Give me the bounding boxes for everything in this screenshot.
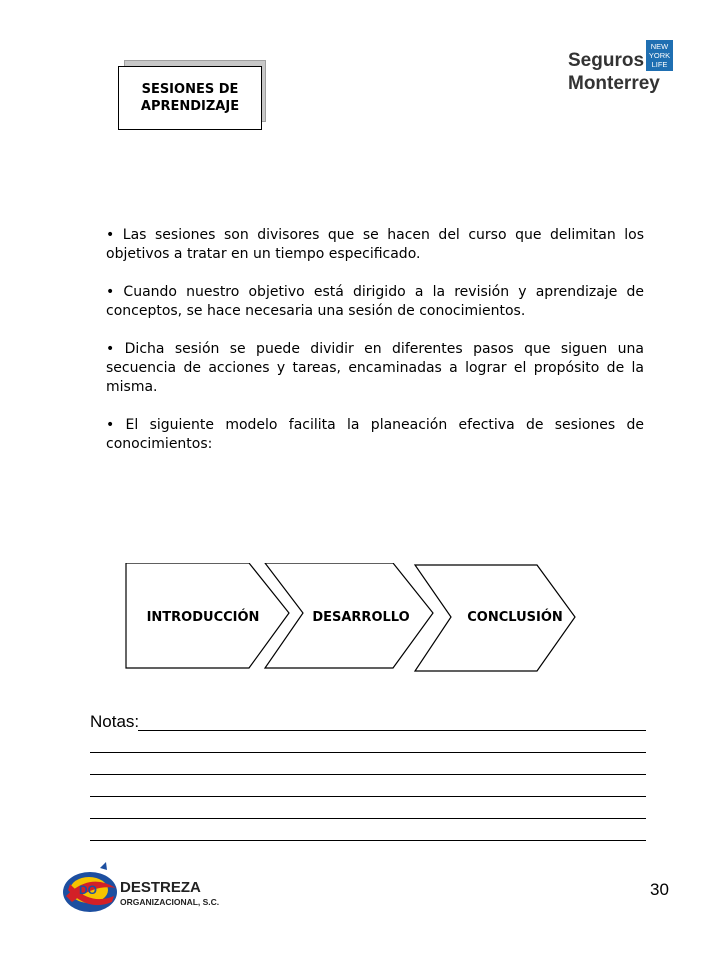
paragraph-3: • Dicha sesión se puede dividir en diferentes pasos que siguen una secuencia de acciones y tareas, encaminadas a lograr el propósito de la misma. [106,341,644,395]
logo-destreza-text: DESTREZA [120,879,201,896]
paragraph-2: • Cuando nuestro objetivo está dirigido a la revisión y aprendizaje de conceptos, se hace necesaria una sesión de conocimientos. [106,284,644,319]
logo-arrow-icon [100,862,107,870]
notes-row [90,778,646,800]
notes-row [90,712,646,734]
logo-organizacional-text: ORGANIZACIONAL, S.C. [120,897,220,907]
paragraph-1: • Las sesiones son divisores que se hacen del curso que delimitan los objetivos a tratar en un tiempo especificado. [106,227,644,262]
section-title-line2: APRENDIZAJE [140,99,240,114]
section-title-line1: SESIONES DE [141,82,239,97]
logo-monterrey-text: Monterrey [568,73,660,94]
session-process-diagram [125,563,595,673]
section-title-box [118,66,270,134]
notes-row [90,734,646,756]
badge-line-2: YORK [648,51,671,60]
notes-row [90,822,646,844]
destreza-organizacional-logo [60,862,220,920]
notes-line [90,840,646,841]
paragraph-4: • El siguiente modelo facilita la planeación efectiva de sesiones de conocimientos: [106,417,644,452]
notes-line [138,730,646,731]
step-introduccion-label: INTRODUCCIÓN [146,610,260,625]
step-conclusion-label: CONCLUSIÓN [467,610,563,625]
page-number: 30 [650,880,669,899]
seguros-monterrey-logo [568,40,674,96]
badge-line-3: LIFE [651,60,668,69]
notes-section [90,712,646,844]
logo-monogram: DO [79,883,97,897]
badge-line-1: NEW [650,42,669,51]
notes-row [90,756,646,778]
notes-line [90,818,646,819]
section-title [118,66,262,130]
logo-seguros-text: Seguros [568,50,645,71]
notes-line [90,752,646,753]
notes-line [90,774,646,775]
step-desarrollo-label: DESARROLLO [312,610,410,625]
notes-label: Notas: [90,712,140,731]
body-text [106,226,644,473]
notes-row [90,800,646,822]
notes-line [90,796,646,797]
